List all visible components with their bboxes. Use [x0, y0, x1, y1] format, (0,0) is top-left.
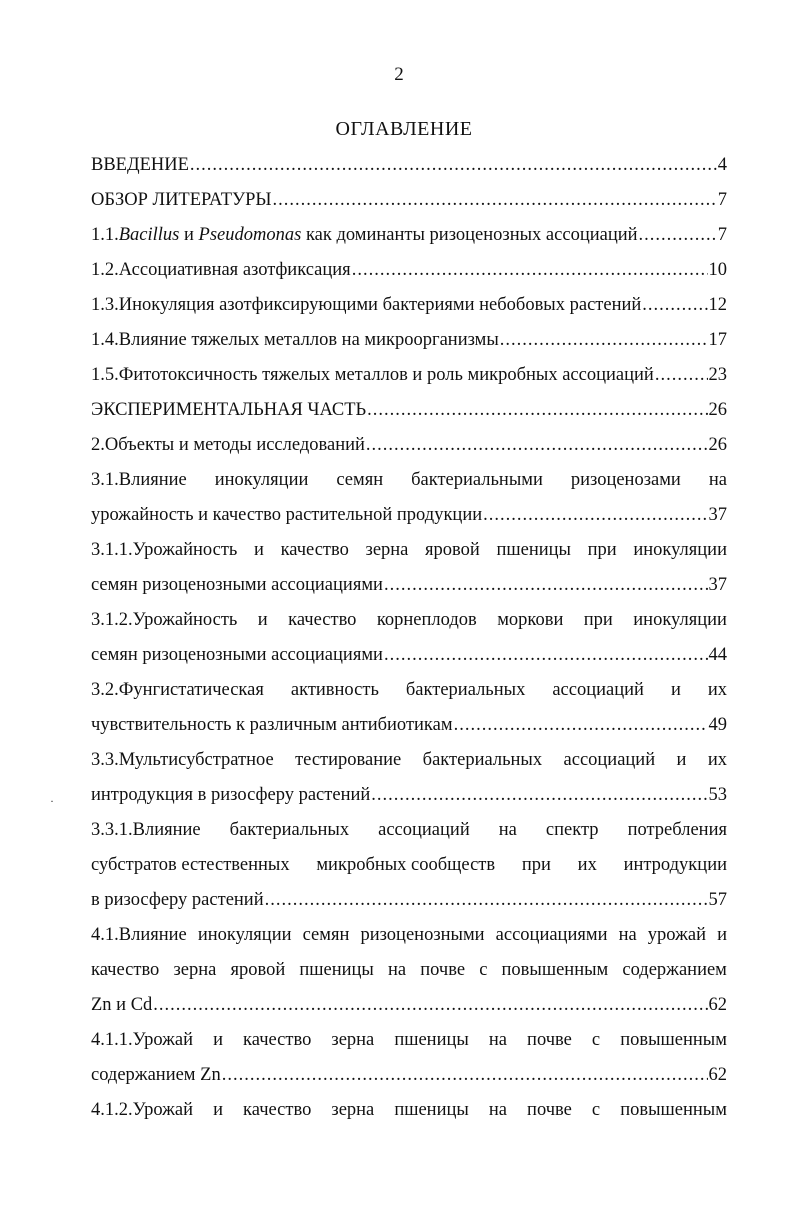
- toc-entry[interactable]: [91, 148, 727, 183]
- page-number: 2: [394, 64, 404, 85]
- toc-word: 4.1.1.Урожай: [91, 1030, 194, 1050]
- toc-entry[interactable]: [91, 568, 727, 603]
- toc-word: качество: [243, 1100, 312, 1120]
- toc-word: качество: [280, 540, 349, 560]
- toc-entry-page: 23: [708, 365, 727, 385]
- toc-entry-title: ЭКСПЕРИМЕНТАЛЬНАЯ ЧАСТЬ: [91, 400, 367, 420]
- toc-word: на: [498, 820, 517, 840]
- toc-entry-page: 4: [717, 155, 727, 175]
- toc-word: яровой: [230, 960, 286, 980]
- toc-entry-line[interactable]: [91, 673, 727, 708]
- toc-word: потребления: [627, 820, 727, 840]
- toc-entry-line[interactable]: [91, 743, 727, 778]
- toc-word: 3.2.Фунгистатическая: [91, 680, 264, 700]
- toc-entry[interactable]: [91, 883, 727, 918]
- toc-word: их: [707, 750, 727, 770]
- toc-word: спектр: [545, 820, 599, 840]
- toc-word: пшеницы: [496, 540, 571, 560]
- toc-word: бактериальных: [422, 750, 543, 770]
- toc-word: на: [488, 1030, 507, 1050]
- toc-entry[interactable]: [91, 288, 727, 323]
- toc-leader: [655, 358, 708, 393]
- toc-entry-page: 57: [708, 890, 727, 910]
- table-of-contents: [91, 148, 727, 1128]
- toc-entry-title: [91, 218, 638, 253]
- stray-mark: ·: [50, 794, 54, 808]
- toc-entry[interactable]: [91, 393, 727, 428]
- toc-word: при: [521, 855, 551, 875]
- toc-word: урожай: [647, 925, 706, 945]
- toc-word: с: [591, 1030, 601, 1050]
- toc-word: 3.1.Влияние: [91, 470, 187, 490]
- toc-leader: [265, 883, 708, 918]
- toc-entry-line[interactable]: [91, 953, 727, 988]
- toc-word: на: [708, 470, 727, 490]
- toc-word: 3.1.1.Урожайность: [91, 540, 238, 560]
- toc-word: повышенным: [620, 1100, 727, 1120]
- toc-leader: [273, 183, 717, 218]
- toc-entry-page: 49: [708, 715, 727, 735]
- toc-title: ОГЛАВЛЕНИЕ: [335, 118, 473, 140]
- toc-entry[interactable]: [91, 708, 727, 743]
- toc-entry-line[interactable]: [91, 533, 727, 568]
- toc-word: бактериальных: [405, 680, 526, 700]
- toc-word: бактериальных: [229, 820, 350, 840]
- toc-leader: [222, 1058, 708, 1093]
- toc-word: при: [583, 610, 613, 630]
- toc-entry[interactable]: [91, 253, 727, 288]
- toc-entry-page: 44: [708, 645, 727, 665]
- toc-word: корнеплодов: [376, 610, 477, 630]
- toc-entry-number: 1.1.: [91, 225, 119, 245]
- toc-word: повышенным: [501, 960, 609, 980]
- toc-word: их: [577, 855, 597, 875]
- toc-word: и: [257, 610, 268, 630]
- toc-leader: [384, 638, 708, 673]
- toc-entry-page: 12: [708, 295, 727, 315]
- toc-word: зерна: [331, 1100, 375, 1120]
- toc-word: их: [707, 680, 727, 700]
- toc-word: 3.3.Мультисубстратное: [91, 750, 274, 770]
- toc-word: и: [676, 750, 687, 770]
- toc-word: и: [213, 1030, 223, 1050]
- toc-entry-title: ОБЗОР ЛИТЕРАТУРЫ: [91, 190, 272, 210]
- toc-entry-title: семян ризоценозными ассоциациями: [91, 575, 383, 595]
- toc-word: инокуляции: [633, 610, 727, 630]
- toc-word: пшеницы: [394, 1100, 469, 1120]
- toc-leader: [371, 778, 707, 813]
- toc-word: почве: [527, 1030, 572, 1050]
- toc-entry-title: интродукция в ризосферу растений: [91, 785, 371, 805]
- toc-leader: [639, 218, 717, 253]
- toc-entry-page: 53: [708, 785, 727, 805]
- toc-entry-page: 37: [708, 505, 727, 525]
- toc-word: зерна: [173, 960, 217, 980]
- toc-leader: [367, 393, 707, 428]
- toc-leader: [454, 708, 708, 743]
- toc-entry[interactable]: [91, 218, 727, 253]
- toc-entry-title: Zn и Cd: [91, 995, 153, 1015]
- genus-pseudomonas: Pseudomonas: [198, 225, 302, 245]
- toc-word: 3.1.2.Урожайность: [91, 610, 238, 630]
- toc-entry-page: 26: [708, 400, 727, 420]
- toc-word: и: [213, 1100, 223, 1120]
- toc-word: яровой: [425, 540, 480, 560]
- toc-word: 4.1.2.Урожай: [91, 1100, 194, 1120]
- toc-word: с: [479, 960, 488, 980]
- toc-entry-title: 1.4.Влияние тяжелых металлов на микроорганизмы: [91, 330, 499, 350]
- toc-word: на: [618, 925, 637, 945]
- toc-word: субстратов естественных: [91, 855, 290, 875]
- toc-entry[interactable]: [91, 323, 727, 358]
- toc-entry-page: 17: [708, 330, 727, 350]
- toc-entry-line[interactable]: [91, 918, 727, 953]
- toc-word: и: [717, 925, 727, 945]
- toc-entry-page: 62: [708, 1065, 727, 1085]
- toc-word: ассоциаций: [563, 750, 656, 770]
- toc-word: на: [387, 960, 407, 980]
- toc-entry-page: 26: [708, 435, 727, 455]
- toc-word: качество: [243, 1030, 312, 1050]
- toc-word: ризоценозными: [360, 925, 485, 945]
- toc-entry-line[interactable]: [91, 1023, 727, 1058]
- toc-entry-title: содержанием Zn: [91, 1065, 221, 1085]
- toc-word: зерна: [331, 1030, 375, 1050]
- toc-word: интродукции: [623, 855, 727, 875]
- toc-word: микробных сообществ: [316, 855, 496, 875]
- toc-entry-page: 10: [708, 260, 727, 280]
- toc-leader: [500, 323, 708, 358]
- toc-word: содержанием: [622, 960, 727, 980]
- toc-entry-line[interactable]: [91, 1093, 727, 1128]
- toc-word: семян: [302, 925, 350, 945]
- toc-entry-page: 62: [708, 995, 727, 1015]
- toc-leader: [153, 988, 707, 1023]
- toc-word: инокуляции: [214, 470, 309, 490]
- toc-word: качество: [91, 960, 160, 980]
- toc-entry[interactable]: [91, 183, 727, 218]
- toc-word: активность: [290, 680, 379, 700]
- toc-leader: [642, 288, 707, 323]
- toc-word: бактериальными: [411, 470, 543, 490]
- toc-entry-title: 1.3.Инокуляция азотфиксирующими бактериями небобовых растений: [91, 295, 642, 315]
- toc-word: ассоциаций: [552, 680, 644, 700]
- toc-word: моркови: [497, 610, 564, 630]
- genus-bacillus: Bacillus: [118, 225, 180, 245]
- toc-entry-title: 1.5.Фитотоксичность тяжелых металлов и роль микробных ассоциаций: [91, 365, 654, 385]
- toc-word: и: [670, 680, 681, 700]
- toc-entry[interactable]: [91, 428, 727, 463]
- toc-entry-title: семян ризоценозными ассоциациями: [91, 645, 383, 665]
- toc-word: при: [587, 540, 617, 560]
- toc-entry-line[interactable]: [91, 603, 727, 638]
- toc-word: повышенным: [620, 1030, 727, 1050]
- toc-entry-page: 7: [717, 190, 727, 210]
- toc-entry[interactable]: [91, 1058, 727, 1093]
- toc-word: качество: [288, 610, 357, 630]
- toc-entry-line[interactable]: [91, 848, 727, 883]
- toc-word: 3.3.1.Влияние: [91, 820, 201, 840]
- toc-word: ассоциациями: [495, 925, 608, 945]
- toc-word: 4.1.Влияние: [91, 925, 187, 945]
- toc-word: почве: [527, 1100, 572, 1120]
- toc-word: пшеницы: [299, 960, 374, 980]
- toc-word: инокуляции: [633, 540, 727, 560]
- toc-word: почве: [420, 960, 466, 980]
- toc-entry-title: урожайность и качество растительной продукции: [91, 505, 483, 525]
- toc-entry-page: 7: [717, 225, 727, 245]
- toc-entry-title: ВВЕДЕНИЕ: [91, 155, 189, 175]
- toc-entry[interactable]: [91, 498, 727, 533]
- toc-entry[interactable]: [91, 638, 727, 673]
- toc-word: на: [488, 1100, 507, 1120]
- toc-leader: [366, 428, 708, 463]
- toc-word: зерна: [365, 540, 409, 560]
- toc-word: семян: [336, 470, 384, 490]
- toc-entry[interactable]: [91, 778, 727, 813]
- toc-entry-title: 2.Объекты и методы исследований: [91, 435, 365, 455]
- toc-entry[interactable]: [91, 358, 727, 393]
- toc-entry-page: 37: [708, 575, 727, 595]
- toc-entry-rest: как доминанты ризоценозных ассоциаций: [301, 225, 638, 245]
- toc-entry-title: 1.2.Ассоциативная азотфиксация: [91, 260, 351, 280]
- toc-entry[interactable]: [91, 988, 727, 1023]
- toc-leader: [384, 568, 708, 603]
- toc-word: пшеницы: [394, 1030, 469, 1050]
- toc-leader: [483, 498, 707, 533]
- toc-word: ассоциаций: [378, 820, 470, 840]
- toc-entry-title: чувствительность к различным антибиотикам: [91, 715, 453, 735]
- toc-leader: [190, 148, 717, 183]
- toc-word: инокуляции: [197, 925, 292, 945]
- toc-leader: [352, 253, 708, 288]
- toc-entry-line[interactable]: [91, 463, 727, 498]
- conjunction: и: [179, 225, 199, 245]
- toc-word: ризоценозами: [570, 470, 681, 490]
- toc-entry-title: в ризосферу растений: [91, 890, 264, 910]
- toc-word: и: [254, 540, 264, 560]
- toc-word: тестирование: [295, 750, 402, 770]
- toc-entry-line[interactable]: [91, 813, 727, 848]
- toc-word: с: [591, 1100, 601, 1120]
